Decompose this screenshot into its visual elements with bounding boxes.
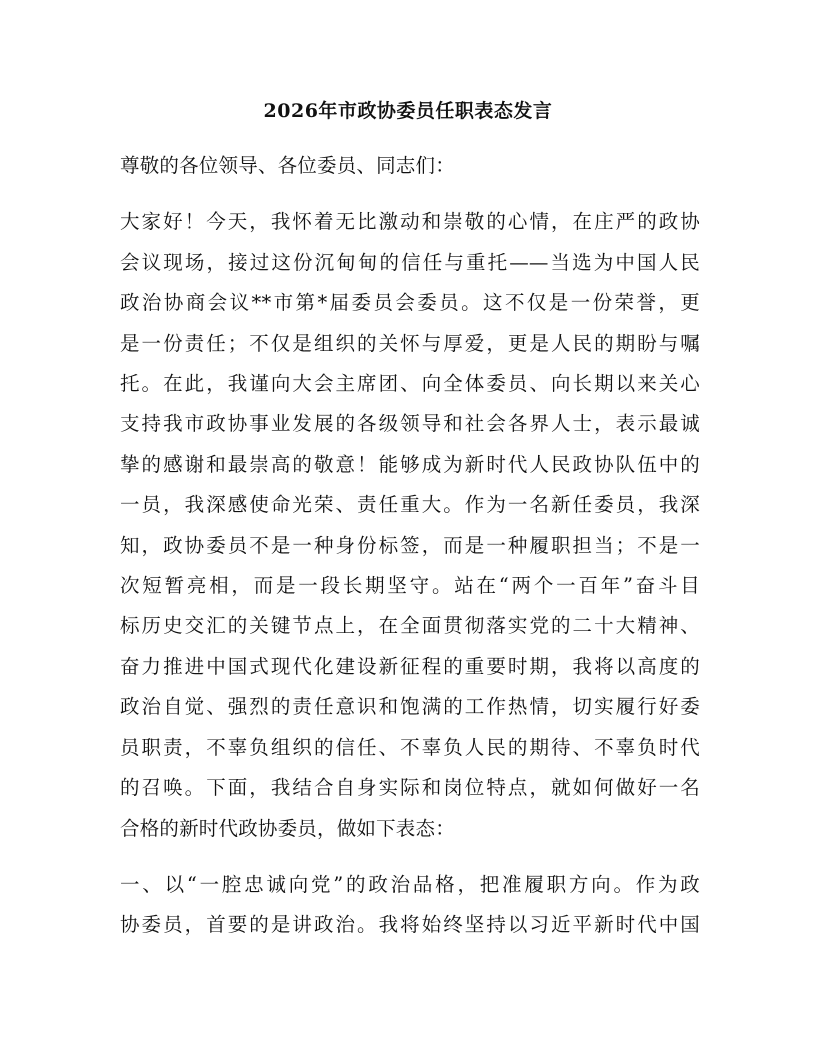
paragraph-line: 一员，我深感使命光荣、责任重大。作为一名新任委员，我深 [120, 493, 700, 517]
paragraph-line: 托。在此，我谨向大会主席团、向全体委员、向长期以来关心 [120, 372, 700, 396]
paragraph-section-one [120, 865, 700, 946]
document-title: 2026年市政协委员任职表态发言 [263, 100, 553, 122]
paragraph-line: 的召唤。下面，我结合自身实际和岗位特点，就如何做好一名 [120, 776, 700, 800]
salutation-text: 尊敬的各位领导、各位委员、同志们： [120, 154, 455, 177]
paragraph-line: 奋力推进中国式现代化建设新征程的重要时期，我将以高度的 [120, 654, 700, 678]
paragraph-line: 政治协商会议**市第*届委员会委员。这不仅是一份荣誉，更 [120, 291, 700, 315]
paragraph-line: 标历史交汇的关键节点上，在全面贯彻落实党的二十大精神、 [120, 614, 700, 638]
paragraph-line: 会议现场，接过这份沉甸甸的信任与重托——当选为中国人民 [120, 250, 700, 274]
paragraph-opening [120, 202, 700, 849]
paragraph-line: 是一份责任；不仅是组织的关怀与厚爱，更是人民的期盼与嘱 [120, 331, 700, 355]
paragraph-line: 大家好！今天，我怀着无比激动和崇敬的心情，在庄严的政协 [120, 210, 700, 234]
paragraph-line: 支持我市政协事业发展的各级领导和社会各界人士，表示最诚 [120, 412, 700, 436]
paragraph-line: 知，政协委员不是一种身份标签，而是一种履职担当；不是一 [120, 533, 700, 557]
document-body [120, 146, 700, 962]
paragraph-line: 合格的新时代政协委员，做如下表态： [120, 816, 455, 840]
paragraph-line: 挚的感谢和最崇高的敬意！能够成为新时代人民政协队伍中的 [120, 452, 700, 476]
paragraph-line: 次短暂亮相，而是一段长期坚守。站在“两个一百年”奋斗目 [120, 574, 700, 598]
paragraph-line: 政治自觉、强烈的责任意识和饱满的工作热情，切实履行好委 [120, 695, 700, 719]
paragraph-line: 员职责，不辜负组织的信任、不辜负人民的期待、不辜负时代 [120, 735, 700, 759]
salutation [120, 146, 700, 186]
paragraph-line: 一、以“一腔忠诚向党”的政治品格，把准履职方向。作为政 [120, 872, 700, 896]
paragraph-line: 协委员，首要的是讲政治。我将始终坚持以习近平新时代中国 [120, 913, 700, 937]
